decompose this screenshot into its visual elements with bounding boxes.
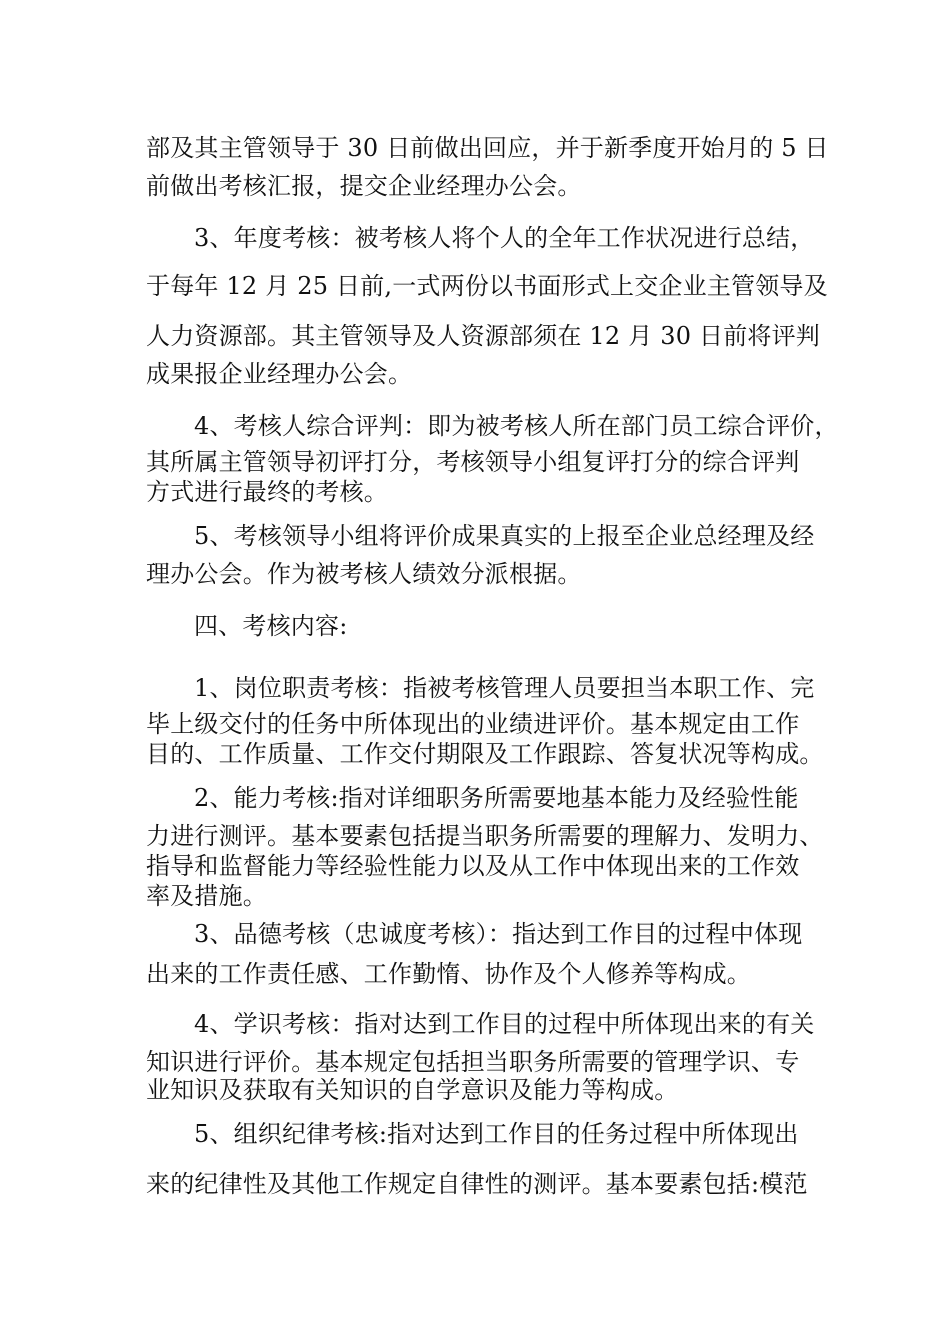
paragraph-heading-line: 3、品德考核（忠诚度考核）：指达到工作目的过程中体现	[194, 920, 803, 948]
text-line: 知识进行评价。基本规定包括担当职务所需要的管理学识、专	[146, 1048, 800, 1076]
paragraph-heading-line: 4、考核人综合评判：即为被考核人所在部门员工综合评价，	[194, 412, 839, 440]
text-line: 其所属主管领导初评打分，考核领导小组复评打分的综合评判	[146, 448, 800, 476]
paragraph-heading-line: 1、岗位职责考核：指被考核管理人员要担当本职工作、完	[194, 674, 815, 702]
text-line: 成果报企业经理办公会。	[146, 360, 413, 388]
text-line: 业知识及获取有关知识的自学意识及能力等构成。	[146, 1076, 679, 1104]
paragraph-heading-line: 3、年度考核：被考核人将个人的全年工作状况进行总结，	[194, 224, 815, 252]
paragraph-heading-line: 5、考核领导小组将评价成果真实的上报至企业总经理及经	[194, 522, 815, 550]
text-line: 出来的工作责任感、工作勤惰、协作及个人修养等构成。	[146, 960, 751, 988]
text-line: 指导和监督能力等经验性能力以及从工作中体现出来的工作效	[146, 852, 800, 880]
text-line: 率及措施。	[146, 882, 267, 910]
text-line: 理办公会。作为被考核人绩效分派根据。	[146, 560, 582, 588]
text-line: 毕上级交付的任务中所体现出的业绩进评价。基本规定由工作	[146, 710, 800, 738]
text-line: 来的纪律性及其他工作规定自律性的测评。基本要素包括:模范	[146, 1170, 808, 1198]
text-line: 部及其主管领导于 30 日前做出回应，并于新季度开始月的 5 日	[146, 134, 829, 162]
text-line: 方式进行最终的考核。	[146, 478, 388, 506]
text-line: 前做出考核汇报，提交企业经理办公会。	[146, 172, 582, 200]
text-line: 目的、工作质量、工作交付期限及工作跟踪、答复状况等构成。	[146, 740, 824, 768]
text-line: 力进行测评。基本要素包括提当职务所需要的理解力、发明力、	[146, 822, 824, 850]
paragraph-heading-line: 5、组织纪律考核:指对达到工作目的任务过程中所体现出	[194, 1120, 799, 1148]
paragraph-heading-line: 4、学识考核：指对达到工作目的过程中所体现出来的有关	[194, 1010, 815, 1038]
section-heading: 四、考核内容:	[194, 612, 348, 640]
text-line: 于每年 12 月 25 日前,一式两份以书面形式上交企业主管领导及	[146, 272, 828, 300]
paragraph-heading-line: 2、能力考核:指对详细职务所需要地基本能力及经验性能	[194, 784, 799, 812]
text-line: 人力资源部。其主管领导及人资源部须在 12 月 30 日前将评判	[146, 322, 820, 350]
